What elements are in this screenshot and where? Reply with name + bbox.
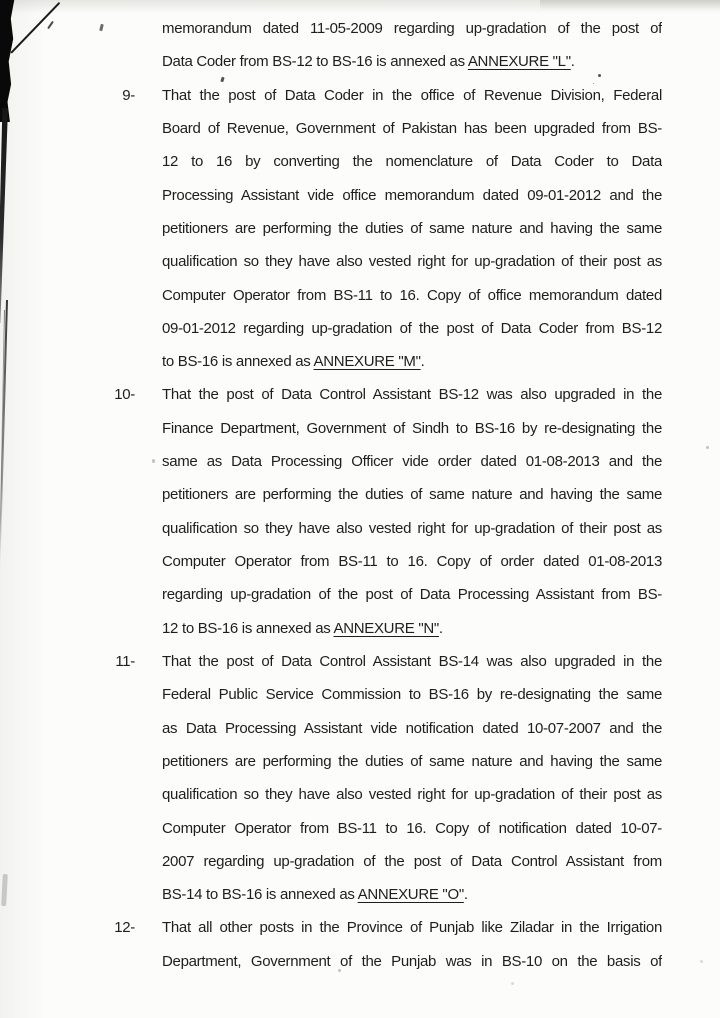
paragraph bbox=[0, 911, 720, 978]
scan-shadow-top-right bbox=[540, 0, 720, 10]
text-line bbox=[162, 79, 662, 112]
text-segment: Processing Assistant vide office memorandum dated 09-01-2012 and the bbox=[162, 186, 662, 204]
text-line bbox=[162, 512, 662, 545]
speck bbox=[511, 982, 514, 985]
paragraph-lines bbox=[162, 79, 662, 379]
text-segment: 09-01-2012 regarding up-gradation of the post of Data Coder from BS-12 bbox=[162, 319, 662, 337]
annexure-reference: ANNEXURE "N" bbox=[333, 619, 439, 637]
paragraph bbox=[0, 79, 720, 379]
paragraph-number: 11- bbox=[115, 652, 135, 670]
text-segment: memorandum dated 11-05-2009 regarding up-gradation of the post of bbox=[162, 20, 662, 37]
text-line bbox=[162, 12, 662, 45]
text-line bbox=[162, 378, 662, 411]
text-segment: qualification so they have also vested right for up-gradation of their post as bbox=[162, 253, 662, 271]
text-segment: as Data Processing Assistant vide notification dated 10-07-2007 and the bbox=[162, 719, 662, 737]
text-line bbox=[162, 645, 662, 678]
text-segment: Data Coder from BS-12 to BS-16 is annexed as bbox=[162, 53, 468, 71]
text-segment: . bbox=[463, 886, 468, 904]
paragraph-number: 12- bbox=[114, 919, 135, 937]
text-segment: That all other posts in the Province of Punjab like Ziladar in the Irrigation bbox=[162, 919, 662, 937]
text-line bbox=[162, 279, 662, 312]
paragraph-lines bbox=[162, 12, 662, 79]
text-segment: Federal Public Service Commission to BS-16 by re-designating the same bbox=[162, 686, 662, 704]
text-line bbox=[162, 612, 662, 645]
text-line bbox=[162, 712, 662, 745]
text-line bbox=[162, 312, 662, 345]
text-segment: Computer Operator from BS-11 to 16. Copy of office memorandum dated bbox=[162, 286, 662, 304]
paragraph-number: 9- bbox=[122, 86, 135, 104]
paragraph-lines bbox=[162, 378, 662, 645]
text-segment: Computer Operator from BS-11 to 16. Copy of notification dated 10-07- bbox=[162, 819, 662, 837]
text-segment: That the post of Data Coder in the office of Revenue Division, Federal bbox=[162, 86, 662, 104]
text-line bbox=[162, 245, 662, 278]
text-segment: That the post of Data Control Assistant BS-12 was also upgraded in the bbox=[162, 386, 662, 404]
text-segment: petitioners are performing the duties of same nature and having the same bbox=[162, 752, 662, 770]
text-segment: same as Data Processing Officer vide order dated 01-08-2013 and the bbox=[162, 453, 662, 471]
text-line bbox=[162, 478, 662, 511]
text-line bbox=[162, 445, 662, 478]
annexure-reference: ANNEXURE "L" bbox=[467, 53, 571, 71]
text-line bbox=[162, 179, 662, 212]
text-segment: 12 to BS-16 is annexed as bbox=[162, 619, 334, 637]
text-line bbox=[162, 945, 662, 978]
text-line bbox=[162, 112, 662, 145]
text-segment: BS-14 to BS-16 is annexed as bbox=[162, 886, 358, 904]
text-line bbox=[162, 412, 662, 445]
paragraph-number: 10- bbox=[114, 386, 135, 404]
text-segment: . bbox=[420, 353, 425, 371]
text-segment: 12 to 16 by converting the nomenclature of Data Coder to Data bbox=[162, 153, 662, 171]
text-line bbox=[162, 212, 662, 245]
text-line bbox=[162, 778, 662, 811]
annexure-reference: ANNEXURE "O" bbox=[357, 886, 464, 904]
paragraph-lines bbox=[162, 911, 662, 978]
annexure-reference: ANNEXURE "M" bbox=[313, 353, 421, 371]
text-segment: Computer Operator from BS-11 to 16. Copy of order dated 01-08-2013 bbox=[162, 553, 662, 570]
text-line bbox=[162, 45, 662, 78]
text-segment: qualification so they have also vested right for up-gradation of their post as bbox=[162, 519, 662, 537]
text-line bbox=[162, 545, 662, 578]
paragraph-lines bbox=[162, 645, 662, 912]
text-line bbox=[162, 145, 662, 178]
text-segment: That the post of Data Control Assistant BS-14 was also upgraded in the bbox=[162, 652, 662, 670]
paragraph bbox=[0, 645, 720, 912]
text-segment: 2007 regarding up-gradation of the post of Data Control Assistant from bbox=[162, 852, 662, 870]
paragraph bbox=[0, 378, 720, 645]
text-segment: . bbox=[438, 619, 443, 637]
text-segment: to BS-16 is annexed as bbox=[162, 353, 314, 371]
text-segment: qualification so they have also vested right for up-gradation of their post as bbox=[162, 786, 662, 804]
text-segment: regarding up-gradation of the post of Data Processing Assistant from BS- bbox=[162, 586, 662, 604]
document-body bbox=[0, 12, 720, 978]
text-line bbox=[162, 911, 662, 944]
text-segment: Finance Department, Government of Sindh to BS-16 by re-designating the bbox=[162, 419, 662, 437]
text-segment: Department, Government of the Punjab was in BS-10 on the basis of bbox=[162, 952, 662, 970]
text-segment: . bbox=[570, 53, 575, 71]
text-segment: Board of Revenue, Government of Pakistan has been upgraded from BS- bbox=[162, 119, 662, 137]
text-line bbox=[162, 878, 662, 911]
text-line bbox=[162, 845, 662, 878]
text-line bbox=[162, 812, 662, 845]
text-line bbox=[162, 578, 662, 611]
text-segment: petitioners are performing the duties of same nature and having the same bbox=[162, 219, 662, 237]
text-line bbox=[162, 678, 662, 711]
text-segment: petitioners are performing the duties of same nature and having the same bbox=[162, 486, 662, 504]
text-line bbox=[162, 345, 662, 378]
text-line bbox=[162, 745, 662, 778]
paragraph bbox=[0, 12, 720, 79]
